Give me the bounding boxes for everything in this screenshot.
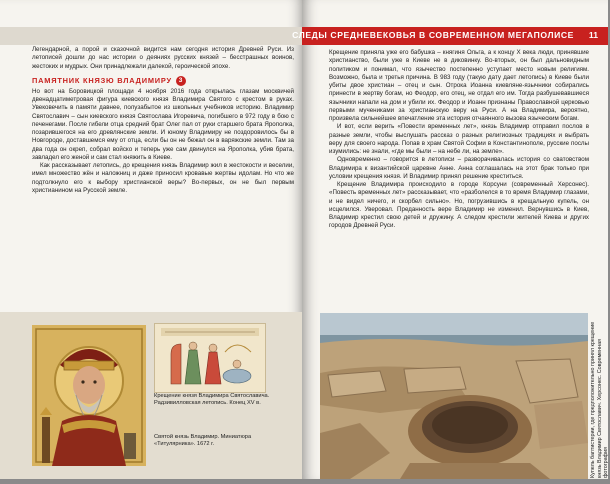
running-title: СЛЕДЫ СРЕДНЕВЕКОВЬЯ В СОВРЕМЕННОМ МЕГАПОЛИСЕ bbox=[292, 30, 574, 40]
page-number: 11 bbox=[588, 30, 598, 40]
running-header bbox=[292, 27, 608, 45]
body-paragraph: Крещение Владимира происходило в городе Корсуни (современный Херсонес). «Повесть временных лет» рассказывает, что «разболелся в то время Владимир глазами, и не видел ничего, и скорбел сильно». Но, погрузившись в крещальную купель, он исцелился. Уверовал. Преданность вере Владимир не изменил. Вернувшись в Киев, Владимир крестил свою детей и дружину. А следом крестили жителей Киева и других городов Древней Руси. bbox=[329, 181, 589, 230]
body-paragraph: Крещение приняла уже его бабушка – княгиня Ольга, а к концу X века люди, принявшие христианство, были уже в Киеве не в диковинку. Во-вторых, он был дальновидным политиком и понимал, что язычество постепенно уступает место новым религиям. Возможно, была и третья причина. В 983 году (такую дату дает летопись) в Киеве были убиты двое христиан – отец и сын. Отрока Иоанна киевляне-язычники собирались принести в жертву богам, но Феодор, его отец, не отдал его им. Тогда разбушевавшиеся язычники напали на дом и убили их. Феодор и Иоанн признаны Православной церковью первыми мучениками за христианскую веру на Руси. А на Владимира, вероятно, произвела сильнейшее впечатление эта история отчаянного вызова языческим богам. bbox=[329, 49, 589, 122]
right-text-column bbox=[329, 49, 589, 231]
section-title: ПАМЯТНИК КНЯЗЮ ВЛАДИМИРУ bbox=[32, 76, 172, 86]
caption-baptism: Крещение князя Владимира Святославича. Радзивилловская летопись. Конец XV в. bbox=[154, 393, 270, 407]
left-text-column bbox=[32, 46, 294, 195]
section-heading bbox=[32, 76, 294, 86]
photo-caption: Купель баптистерии, где предположительно принял крещение князь Владимир Святославич. Херсонес. Современная фотография bbox=[590, 321, 610, 478]
baptism-miniature-image bbox=[154, 323, 266, 393]
body-paragraph: Одновременно – говорится в летописи – разворачивалась история со сватовством Владимира к византийской царевне Анне. Анна соглашалась на этот брак только при условии крещения князя. И Владимир принял решение креститься. bbox=[329, 156, 589, 180]
body-paragraph: Как рассказывает летопись, до крещения князь Владимир жил в жестокости и веселии, имел множество жён и наложниц и даже приносил кровавые жертвы идолам. Но что же подтолкнуло его к выбору христианской веры? Во-первых, он не был первым христианином на Русской земле. bbox=[32, 162, 294, 194]
left-header-band bbox=[0, 27, 302, 45]
body-paragraph: И вот, если верить «Повести временных лет», князь Владимир отправил послов в разные земли, чтобы выслушать рассказ о разных религиозных традициях и выбрать веру для своего народа. Попав в храм Святой Софии в Константинополе, русские послы изумились: не знали, «где мы были – на небе ли, на земле». bbox=[329, 123, 589, 155]
vladimir-miniature-image bbox=[32, 325, 146, 466]
section-number-badge: 3 bbox=[176, 76, 186, 86]
chersonesus-ruins-photo bbox=[320, 313, 588, 479]
body-paragraph: Но вот на Боровицкой площади 4 ноября 2016 года открылась глазам москвичей двенадцатиметровая фигура киевского князя Владимира Святого с крестом в руках. Увековечить в памяти давнее, полузабытое из школьных учебников историю. Владимир Святославич – сын киевского князя Святослава Игоревича, погибшего в 972 году в бою с печенегами. После гибели отца средний брат Олег пал от руки старшего брата Ярополка, позарившегося на его древлянские земли. И юному Владимиру не поздоровилось бы в Новгороде, доставшемся ему от отца, если бы он не бежал он в варяжские земли. Там за два года он окреп, собрал войско и теперь уже сам двинулся на Ярополка, убив брата, завладел его женой и сам стал княжить в Киеве. bbox=[32, 87, 294, 161]
caption-portrait: Святой князь Владимир. Миниатюра «Титулярника». 1672 г. bbox=[154, 434, 252, 448]
intro-paragraph: Легендарной, а порой и сказочной видится нам сегодня история Древней Руси. Из летописей дошли до нас истории о деяниях русских князей – бесстрашных воинов, жестоких и мудрых. Они принадлежали далекой, героической эпохе. bbox=[32, 46, 294, 70]
